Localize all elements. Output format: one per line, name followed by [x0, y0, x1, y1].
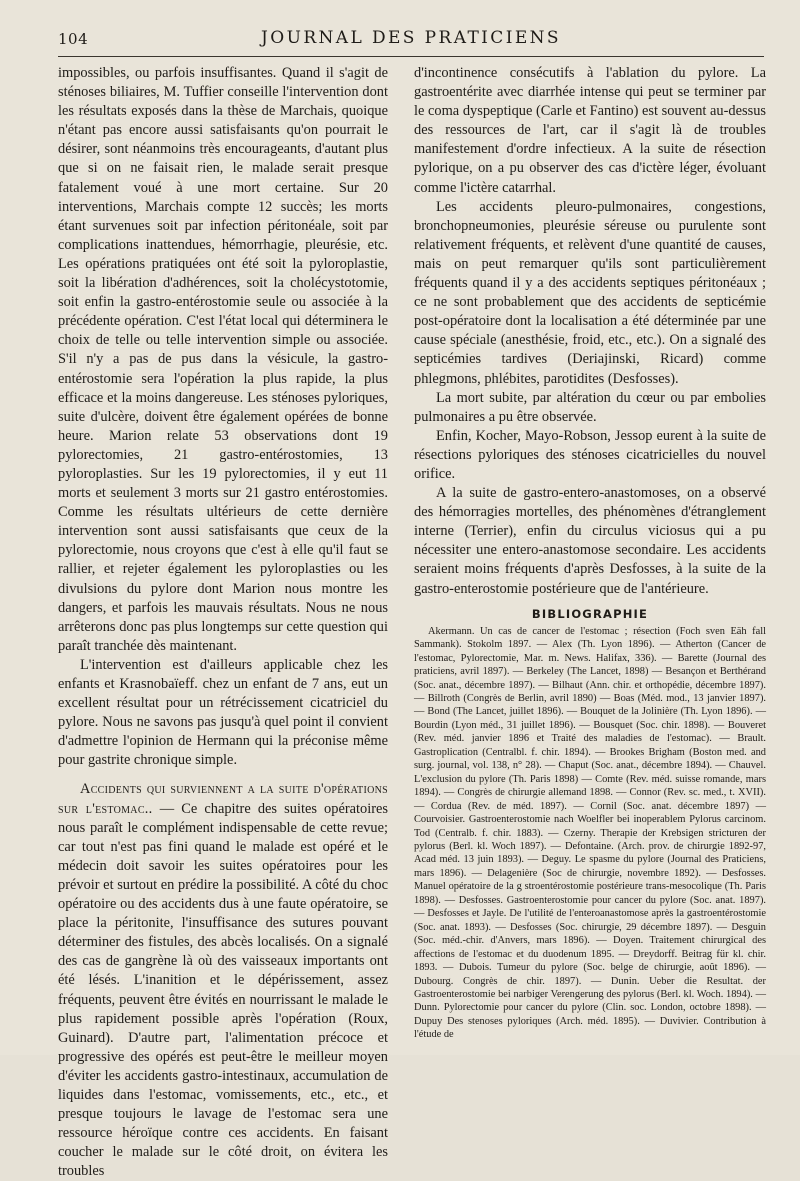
section-paragraph [58, 780, 388, 1181]
page-number: 104 [58, 30, 89, 48]
page-header [58, 26, 764, 50]
journal-title: JOURNAL DES PRATICIENS [261, 28, 561, 48]
section-heading: Accidents qui surviennent a la suite d'opérations sur l'estomac.. [58, 781, 388, 817]
paragraph: d'incontinence consécutifs à l'ablation du pylore. La gastroentérite avec diarrhée intense qui peut se terminer par le coma dyspeptique (Carle et Fantino) est souvent au-dessus des ressources de l'art, car il s'agit là de troubles manifestement d'ordre infectieux. A la suite de résection pylorique, on a pu observer des cas d'ictère léger, évoluant comme l'ictère catarrhal. [414, 65, 766, 196]
bibliography-text: Akermann. Un cas de cancer de l'estomac ; résection (Foch sven Eäh fall Sammank). Stokolm 1897. — Alex (Th. Lyon 1896). — Atherton (Cancer de l'estomac, Pylorectomie, Mar. m. News. Halifax, 336). — Barette (Journal des praticiens, avril 1897). — Berkeley (The Lancet, 1898) — Besançon et Berthérand (Soc. anat., décembre 1897). — Bilhaut (Ann. chir. et orthopédie, décembre 1897). — Billroth (Congrès de Berlin, avril 1890) — Boas (Méd. mod., 13 janvier 1897). — Bond (The Lancet, juillet 1896). — Bouquet de la Jolinière (Th. Lyon 1896). — Bourdin (Lyon méd., 31 juillet 1896). — Bousquet (Soc. chir. 1898). — Bouveret (Rev. méd. janvier 1896 et Traité des maladies de l'estomac). — Brault. Gastroplication (Centralbl. f. chir. 1894). — Brookes Brigham (Boston med. and surg. journal, vol. 138, n° 28). — Chaput (Soc. anat., décembre 1894). — Chauvel. L'exclusion du pylore (Th. Paris 1898) — Comte (Rev. méd. suisse romande, mars 1894). — Congrès de chirurgie allemand 1898. — Connor (Rev. sc. med., t. XVII). — Cordua (Rev. de méd. 1897). — Cornil (Soc. anat. décembre 1897) — Courvoisier. Gastroenterostomie nach Woelfler bei inoperablem Pylorus carcinom. Tod (Centralb. f. chir. 1883). — Czerny. Therapie der Krebsigen stricturen der pylorus (Berl. kl. Woch 1897). — Defontaine. (Arch. prov. de chirurgie 1892-97, Acad méd. 13 juin 1893). — Deguy. Le spasme du pylore (Journal des Praticiens, mars 1896). — Delagenière (Soc de chirurgie, novembre 1892). — Desfosses. Manuel opératoire de la g stroentérostomie postérieure trans-mesocolique (Th. Paris 1898). — Desfosses. Gastroenterostomie pour cancer du pylore (Soc. anat. 1897). — Desfosses et Jayle. De l'utilité de l'enteroanastomose après la gastroentérostomie (Soc. anat. 1893). — Desfosses (Soc. chirurgie, 29 décembre 1897). — Desguin (Soc. méd.-chir. d'Anvers, mars 1896). — Doyen. Traitement chirurgical des affections de l'estomac et du duodenum 1895. — Dreydorff. Beitrag für kl. chir. 1893. — Dubois. Tumeur du pylore (Soc. belge de chirurgie, août 1896). — Dubourg. Congrès de chir. 1897). — Dunin. Ueber die Resultat. der Gastroenterostomie bei narbiger Verengerung des pylorus (Berl. kl. Woch. 1894). — Dunn. Pylorectomie pour cancer du pylore (Clin. soc. London, octobre 1898). — Dupuy Des stenoses pyloriques (Arch. méd. 1895). — Duvivier. Contribution à l'étude de [414, 625, 766, 1041]
paragraph: La mort subite, par altération du cœur ou par embolies pulmonaires a pu être observée. [414, 389, 766, 425]
bibliography-heading: BIBLIOGRAPHIE [531, 606, 649, 621]
paragraph: Enfin, Kocher, Mayo-Robson, Jessop eurent à la suite de résections pyloriques des sténoses cicatricielles du nouvel orifice. [414, 427, 766, 482]
paragraph: impossibles, ou parfois insuffisantes. Quand il s'agit de sténoses biliaires, M. Tuffier conseille l'intervention dont les résultats exposés dans la thèse de Marchais, quoique n'étant pas encore aussi satisfaisants qu'on pourrait le désirer, sont néanmoins très encourageants, d'autant plus que si on ne faisait rien, le malade serait presque fatalement voué à une mort certaine. Sur 20 interventions, Marchais compte 12 succès; les morts étant survenues soit par infection péritonéale, soit par complications inattendues, hémorrhagie, pleurésie, etc. Les opérations pratiquées ont été soit la pyloroplastie, soit la libération d'adhérences, soit la cholécystotomie, soit enfin la gastro-entérostomie seule ou associée à la précédente opération. C'est l'état local qui déterminera le choix de telle ou telle intervention simple ou associée. S'il n'y a pas de pus dans la vésicule, la gastro-entérostomie sera l'opération la plus rapide, la plus efficace et la moins dangereuse. Les sténoses pyloriques, suite d'ulcère, doivent être également opérées de bonne heure. Marion relate 53 observations dont 19 pylorectomies, 21 gastro-entérostomies, 13 pyloroplasties. Sur les 19 pylorectomies, il y eut 11 morts et seulement 3 morts sur 21 gastro entérostomies. Comme les résultats ultérieurs de cette dernière intervention sont aussi satisfaisants que ceux de la pylorectomie, nous croyons que c'est à elle qu'il faut se rallier, et rejeter également les pyloroplasties ou les divulsions du pylore dont Marion nous montre les dangers, et parfois les mauvais résultats. Nous ne nous arrêterons donc pas plus longtemps sur cette question qui paraît tranchée dès maintenant. [58, 65, 388, 654]
left-column [58, 64, 388, 1180]
paragraph: Les accidents pleuro-pulmonaires, congestions, bronchopneumonies, pleurésie séreuse ou purulente sont relativement fréquents, et relèvent d'une quantité de causes, mais on peut remarquer qu'ils sont particulièrement fréquents quand il y a des accidents septiques péritonéaux ; ce ne sont probablement que des accidents de septicémie post-opératoire dont la localisation a été déterminée par une cause spéciale (anesthésie, froid, etc., etc.). On a signalé des septicémies tardives (Deriajinski, Ricard) comme phlegmons, phlébites, parotidites (Desfosses). [414, 198, 766, 387]
header-rule [58, 56, 764, 57]
right-column [414, 64, 766, 1040]
paragraph-text: — Ce chapitre des suites opératoires nous paraît le complément indispensable de cette revue; car tout n'est pas fini quand le malade est opéré et le médecin doit savoir les suites opératoires pour les prévoir et surtout en prédire la possibilité. A côté du choc opératoire ou des accidents dus à une faute opératoire, se place la péritonite, l'insuffisance des sutures pouvant déterminer des fistules, des abcès localisés. On a signalé des cas de gangrène là où des vaisseaux importants ont été lésés. L'inanition et le dépérissement, assez fréquents, peuvent être évités en nourrissant le malade le plus rapidement possible après l'opération (Roux, Guinard). D'autre part, l'alimentation précoce et progressive des opérés est peut-être le meilleur moyen d'éviter les accidents gastro-intestinaux, accumulation de liquides dans l'estomac, vomissements, etc., etc., et presque toujours le lavage de l'estomac sera une ressource héroïque contre ces accidents. En faisant coucher le malade sur le côté droit, on évitera les troubles [58, 800, 388, 1180]
paragraph: L'intervention est d'ailleurs applicable chez les enfants et Krasnobaïeff. chez un enfant de 7 ans, eut un excellent résultat pour un rétrécissement cicatriciel du pylore. Nous ne savons pas jusqu'à quel point il convient d'admettre l'opinion de Hermann qui la préconise même pour gastrite chronique simple. [58, 656, 388, 769]
paragraph: A la suite de gastro-entero-anastomoses, on a observé des hémorragies mortelles, des phénomènes d'étranglement interne (Terrier), enfin du circulus viciosus qui a pu nécessiter une entero-anastomose secondaire. Les accidents seraient moins fréquents d'après Desfosses, à la suite de la gastro-enterostomie postérieure que de l'antérieure. [414, 485, 766, 597]
